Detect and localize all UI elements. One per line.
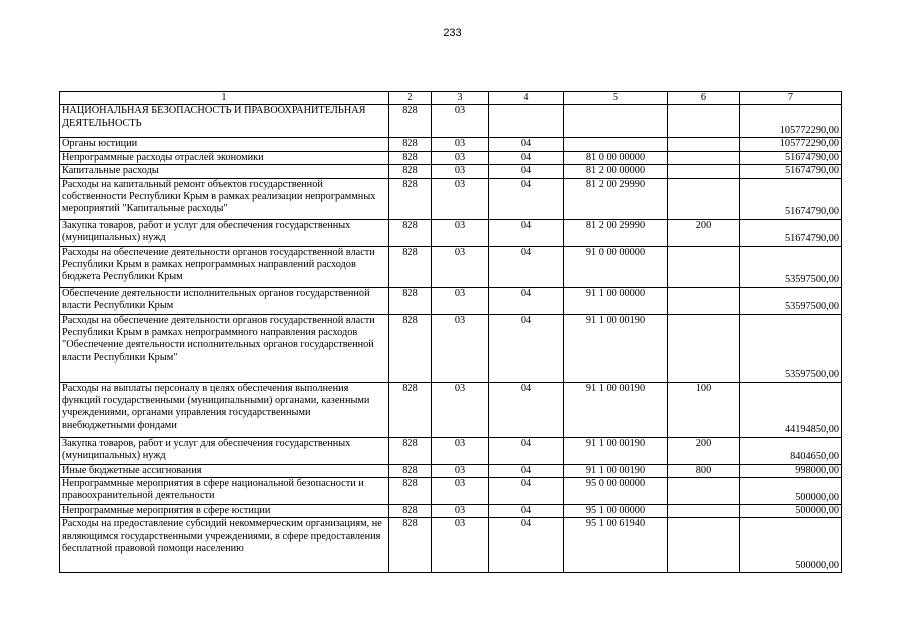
row-code-ministry: 828 <box>389 464 432 477</box>
row-description: Расходы на капитальный ремонт объектов государственной собственности Республики Крым в рамках реализации непрограммных мероприятий "Капитальные расходы" <box>60 178 389 219</box>
row-code-subsection: 04 <box>489 518 564 573</box>
row-amount: 998000,00 <box>740 464 842 477</box>
row-code-ministry: 828 <box>389 165 432 178</box>
row-code-target: 91 1 00 00190 <box>564 437 668 464</box>
column-header: 5 <box>564 92 668 105</box>
row-code-expense-type <box>668 505 740 518</box>
row-code-ministry: 828 <box>389 178 432 219</box>
row-code-subsection: 04 <box>489 478 564 505</box>
row-code-subsection: 04 <box>489 437 564 464</box>
row-amount: 53597500,00 <box>740 287 842 314</box>
row-code-target: 91 1 00 00000 <box>564 287 668 314</box>
row-amount: 105772290,00 <box>740 138 842 151</box>
table-row <box>60 505 842 518</box>
column-header: 6 <box>668 92 740 105</box>
row-code-section: 03 <box>432 178 489 219</box>
table-row <box>60 518 842 573</box>
row-code-target: 95 0 00 00000 <box>564 478 668 505</box>
row-code-section: 03 <box>432 478 489 505</box>
row-code-subsection: 04 <box>489 151 564 164</box>
column-header: 1 <box>60 92 389 105</box>
row-description: Органы юстиции <box>60 138 389 151</box>
row-amount: 500000,00 <box>740 478 842 505</box>
row-description: Расходы на предоставление субсидий некоммерческим организациям, не являющимся государственными учреждениями, в сфере предоставления бесплатной правовой помощи населению <box>60 518 389 573</box>
row-code-ministry: 828 <box>389 437 432 464</box>
row-code-ministry: 828 <box>389 246 432 287</box>
row-code-expense-type <box>668 287 740 314</box>
row-code-expense-type: 100 <box>668 382 740 437</box>
row-amount: 105772290,00 <box>740 105 842 138</box>
row-description: Непрограммные мероприятия в сфере юстиции <box>60 505 389 518</box>
row-code-subsection: 04 <box>489 314 564 382</box>
row-description: Расходы на выплаты персоналу в целях обеспечения выполнения функций государственными (муниципальными) органами, казенными учреждениями, органами управления государственными внебюджетными фондами <box>60 382 389 437</box>
table-row <box>60 464 842 477</box>
table-row <box>60 382 842 437</box>
row-code-target: 91 1 00 00190 <box>564 382 668 437</box>
row-code-section: 03 <box>432 219 489 246</box>
table-row <box>60 246 842 287</box>
budget-table <box>59 91 842 573</box>
row-code-target: 81 2 00 00000 <box>564 165 668 178</box>
row-code-target <box>564 105 668 138</box>
row-amount: 51674790,00 <box>740 165 842 178</box>
row-amount: 51674790,00 <box>740 219 842 246</box>
row-code-expense-type: 800 <box>668 464 740 477</box>
row-code-expense-type <box>668 246 740 287</box>
row-code-subsection: 04 <box>489 287 564 314</box>
row-amount: 500000,00 <box>740 518 842 573</box>
column-header: 2 <box>389 92 432 105</box>
row-code-section: 03 <box>432 287 489 314</box>
row-code-section: 03 <box>432 314 489 382</box>
row-code-ministry: 828 <box>389 219 432 246</box>
table-row <box>60 437 842 464</box>
column-header: 3 <box>432 92 489 105</box>
row-description: Обеспечение деятельности исполнительных органов государственной власти Республики Крым <box>60 287 389 314</box>
row-code-section: 03 <box>432 246 489 287</box>
row-code-subsection: 04 <box>489 138 564 151</box>
row-code-expense-type <box>668 105 740 138</box>
row-code-expense-type <box>668 138 740 151</box>
row-description: Непрограммные мероприятия в сфере национальной безопасности и правоохранительной деятельности <box>60 478 389 505</box>
row-code-section: 03 <box>432 151 489 164</box>
row-code-section: 03 <box>432 165 489 178</box>
row-code-target: 91 1 00 00190 <box>564 314 668 382</box>
row-code-target: 91 1 00 00190 <box>564 464 668 477</box>
row-amount: 53597500,00 <box>740 314 842 382</box>
table-row <box>60 151 842 164</box>
row-code-subsection: 04 <box>489 246 564 287</box>
row-code-expense-type <box>668 518 740 573</box>
row-description: Закупка товаров, работ и услуг для обеспечения государственных (муниципальных) нужд <box>60 437 389 464</box>
column-header: 7 <box>740 92 842 105</box>
row-description: Иные бюджетные ассигнования <box>60 464 389 477</box>
row-code-expense-type <box>668 178 740 219</box>
table-row <box>60 105 842 138</box>
table-row <box>60 178 842 219</box>
table-header-row <box>60 92 842 105</box>
row-code-subsection: 04 <box>489 505 564 518</box>
row-amount: 8404650,00 <box>740 437 842 464</box>
column-header: 4 <box>489 92 564 105</box>
row-code-expense-type: 200 <box>668 437 740 464</box>
row-code-expense-type <box>668 314 740 382</box>
row-amount: 44194850,00 <box>740 382 842 437</box>
row-code-target: 81 0 00 00000 <box>564 151 668 164</box>
row-amount: 500000,00 <box>740 505 842 518</box>
row-description: Расходы на обеспечение деятельности органов государственной власти Республики Крым в рамках непрограммных направлений расходов бюджета Республики Крым <box>60 246 389 287</box>
row-description: Закупка товаров, работ и услуг для обеспечения государственных (муниципальных) нужд <box>60 219 389 246</box>
row-code-subsection: 04 <box>489 178 564 219</box>
row-code-subsection: 04 <box>489 165 564 178</box>
row-amount: 51674790,00 <box>740 178 842 219</box>
page-number: 233 <box>443 27 462 39</box>
row-code-ministry: 828 <box>389 138 432 151</box>
row-description: Расходы на обеспечение деятельности органов государственной власти Республики Крым в рамках непрограммного направления расходов "Обеспечение деятельности исполнительных органов государственной власти Республики Крым" <box>60 314 389 382</box>
row-description: НАЦИОНАЛЬНАЯ БЕЗОПАСНОСТЬ И ПРАВООХРАНИТЕЛЬНАЯ ДЕЯТЕЛЬНОСТЬ <box>60 105 389 138</box>
row-code-section: 03 <box>432 505 489 518</box>
row-code-ministry: 828 <box>389 478 432 505</box>
row-code-ministry: 828 <box>389 314 432 382</box>
table-row <box>60 138 842 151</box>
row-code-expense-type: 200 <box>668 219 740 246</box>
table-row <box>60 287 842 314</box>
row-code-ministry: 828 <box>389 287 432 314</box>
row-code-section: 03 <box>432 518 489 573</box>
table-row <box>60 165 842 178</box>
row-description: Капитальные расходы <box>60 165 389 178</box>
row-code-ministry: 828 <box>389 518 432 573</box>
table-row <box>60 478 842 505</box>
row-code-section: 03 <box>432 382 489 437</box>
row-code-target: 95 1 00 61940 <box>564 518 668 573</box>
row-code-section: 03 <box>432 105 489 138</box>
row-code-section: 03 <box>432 138 489 151</box>
row-code-expense-type <box>668 478 740 505</box>
row-code-subsection: 04 <box>489 382 564 437</box>
row-code-target: 95 1 00 00000 <box>564 505 668 518</box>
row-code-subsection <box>489 105 564 138</box>
row-code-target: 91 0 00 00000 <box>564 246 668 287</box>
row-code-subsection: 04 <box>489 219 564 246</box>
row-code-section: 03 <box>432 464 489 477</box>
table-row <box>60 314 842 382</box>
row-code-ministry: 828 <box>389 151 432 164</box>
row-code-subsection: 04 <box>489 464 564 477</box>
row-description: Непрограммные расходы отраслей экономики <box>60 151 389 164</box>
row-code-expense-type <box>668 165 740 178</box>
row-code-target: 81 2 00 29990 <box>564 178 668 219</box>
row-code-ministry: 828 <box>389 505 432 518</box>
table-row <box>60 219 842 246</box>
row-code-ministry: 828 <box>389 382 432 437</box>
row-code-ministry: 828 <box>389 105 432 138</box>
row-code-expense-type <box>668 151 740 164</box>
row-amount: 51674790,00 <box>740 151 842 164</box>
row-code-section: 03 <box>432 437 489 464</box>
row-code-target <box>564 138 668 151</box>
row-code-target: 81 2 00 29990 <box>564 219 668 246</box>
row-amount: 53597500,00 <box>740 246 842 287</box>
